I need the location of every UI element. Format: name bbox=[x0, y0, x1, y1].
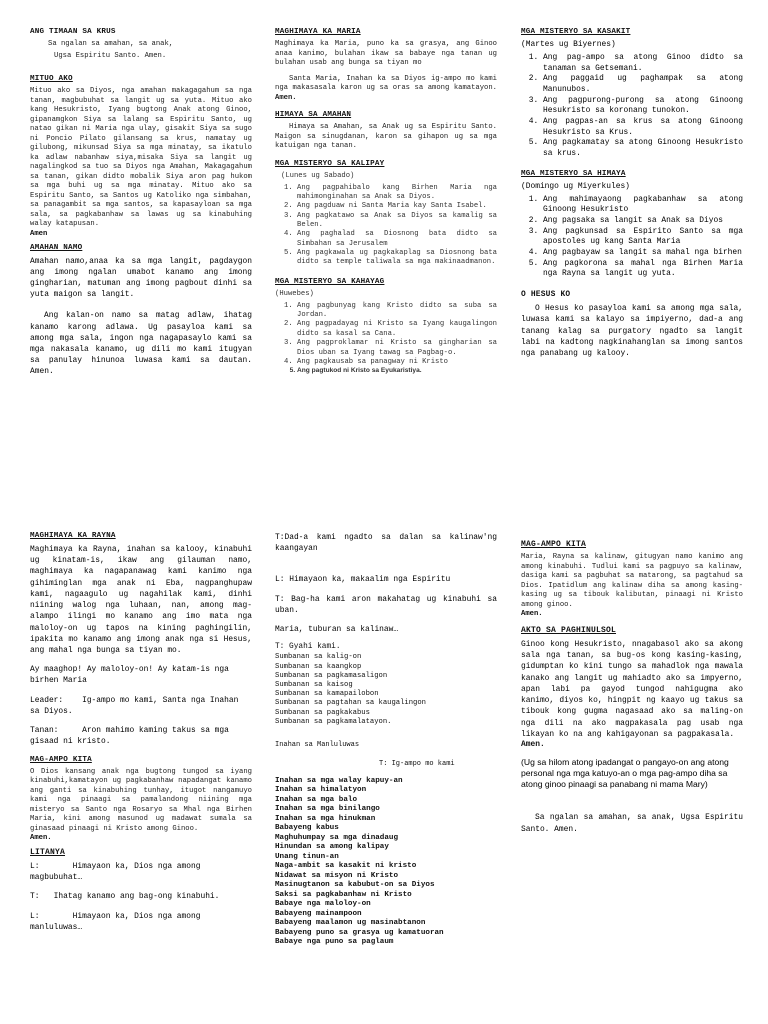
magampo2-title: MAG-AMPO KITA bbox=[521, 540, 587, 549]
tanan-text: Tanan: Aron mahimo kaming takus sa mga gisaad ni kristo. bbox=[30, 726, 234, 747]
rayna-text: Maghimaya ka Rayna, inahan sa kalooy, kinabuhi ug kinatam-is, ikaw ang gilauman namo, maghimaya ka nagapanawag kami kanimo nga gihiminglan mga anak ni Eba, nagpanghupaw kami, nagaagulo ug nagahilak kami, dinhi niining walog nga luhaan, nan, among mag-alampo ilingi mo kanamo ang imo mata nga maloloy-on ug tapos na kining paghingilin, ipakita mo kanamo ang imong anak nga si Hesus, ang mahal nga bunga sa tiyan mo. bbox=[30, 545, 252, 655]
amahan-p1: Amahan namo,anaa ka sa mga langit, pagdaygon ang imong ngalan umabot kanamo ang imong gingharian, matuman ang imong pagbout dinhi sa yuta maigon sa langit. bbox=[30, 256, 252, 300]
litanya-t1: T: Ihatag kanamo ang bag-ong kinabuhi. bbox=[30, 892, 220, 902]
page2-col2 bbox=[275, 532, 497, 948]
litany-line: T: Bag-ha kami aron makahatag ug kinabuhi sa uban. bbox=[275, 594, 497, 615]
list-item: Masinugtanon sa kabubut-on sa Diyos bbox=[275, 881, 435, 890]
list-item: Babayeng puno sa grasya ug kamatuoran bbox=[275, 928, 444, 937]
list-item: Inahan sa mga hinukman bbox=[275, 814, 376, 823]
list-item: Hinundan sa among kalipay bbox=[275, 843, 389, 852]
silent-prayer-note: (Ug sa hilom atong ipadangat o pangayo-on ang atong personal nga mga katuyo-an o mga pag-ampo diha sa atong ginoo pinaagi sa panabang ni mama Mary) bbox=[521, 756, 729, 790]
list-item: 3. Ang pagpurong-purong sa atong Ginoong Hesukristo sa koronang tunokon. bbox=[543, 96, 743, 117]
closing-sign: Sa ngalan sa amahan, sa anak, Ugsa Espiritu Santo. Amen. bbox=[521, 813, 743, 834]
sign-of-cross-title: ANG TIMAAN SA KRUS bbox=[30, 28, 116, 36]
magampo2-text: Maria, Rayna sa kalinaw, gitugyan namo kanimo ang among kinabuhi. Tudlui kami sa pagpuyo sa kalinaw, dasiga kami sa pagbuhat sa matarong, sa pagtahud sa Dios. Ipatidlum ang kalinaw diha sa among kasing-kasing ug sa tibouk kalibutan, pinaagi ni Kristo among ginoo. bbox=[521, 553, 743, 609]
akto-amen: Amen. bbox=[521, 739, 545, 749]
leader-text: Leader: Ig-ampo mo kami, Santa nga Inahan sa Diyos. bbox=[30, 695, 244, 716]
list-item: Sumbanan sa kalig-on bbox=[275, 653, 362, 662]
list-item: 4. Ang pagkausab sa panagway ni Kristo bbox=[297, 358, 497, 367]
list-item: Babayeng kabus bbox=[275, 824, 339, 833]
maghimaya-p2: Santa Maria, Inahan ka sa Diyos ig-ampo mo kami nga makasasala karon ug sa oras sa among kamatayon. bbox=[275, 74, 497, 92]
litanya-l1: L: Himayaon ka, Dios nga among magbubuhat… bbox=[30, 862, 206, 883]
list-item: Sumbanan sa kamapailobon bbox=[275, 690, 379, 699]
litany-line: T: Gyahi kami. bbox=[275, 643, 341, 652]
mituo-title: MITUO AKO bbox=[30, 75, 73, 83]
list-item: Saksi sa pagkabanhaw ni Kristo bbox=[275, 890, 412, 899]
himaya-days: (Domingo ug Miyerkules) bbox=[521, 181, 630, 191]
ohesus-title: O HESUS KO bbox=[521, 290, 571, 300]
inahan-heading: Inahan sa Manluluwas bbox=[275, 741, 360, 750]
list-item: Sumbanan sa pagkakabus bbox=[275, 708, 370, 717]
list-item: Inahan sa mga walay kapuy-an bbox=[275, 776, 403, 785]
kasakit-title: MGA MISTERYO SA KASAKIT bbox=[521, 28, 631, 36]
ohesus-text: O Hesus ko pasayloa kami sa among mga sala, luwasa kami sa kalayo sa impiyerno, dad-a ang tanang kalag sa purgatory ngadto sa langit labi na kadtong nagkinahanglan sa imong santos nga panabang ug kalooy. bbox=[521, 304, 743, 358]
page1-col3 bbox=[521, 28, 743, 365]
list-item: 2. Ang paggaid ug paghampak sa atong Manunubos. bbox=[543, 74, 743, 95]
page1-col1 bbox=[30, 28, 252, 384]
kalipay-list bbox=[275, 184, 497, 268]
list-item: 1. Ang pagpahibalo kang Birhen Maria nga mahimonginahan sa Anak sa Diyos. bbox=[297, 184, 497, 203]
list-item: Babayeng mainampoon bbox=[275, 909, 362, 918]
page2-col3 bbox=[521, 540, 743, 841]
list-item: 2. Ang pagduaw ni Santa Maria kay Santa Isabel. bbox=[297, 202, 497, 211]
list-item: 3. Ang pagproklamar ni Kristo sa gingharian sa Dios uban sa Iyang tawag sa Pagbag-o. bbox=[297, 339, 497, 358]
list-item: Babayeng maalamon ug masinabtanon bbox=[275, 919, 426, 928]
mituo-amen: Amen bbox=[30, 229, 48, 238]
list-item: 2. Ang pagpadayag ni Kristo sa Iyang kaugalingon didto sa kasal sa Cana. bbox=[297, 320, 497, 339]
list-item: Inahan sa mga binilango bbox=[275, 805, 380, 814]
list-item: 3. Ang pagkatawo sa Anak sa Diyos sa kamalig sa Belen. bbox=[297, 212, 497, 231]
maghimaya-p1: Maghimaya ka Maria, puno ka sa grasya, ang Ginoo anaa kanimo, bulahan ikaw sa babaye nga tanan ug bulahan usab ang bunga sa tiyan mo bbox=[275, 40, 497, 67]
maghimaya-amen: Amen. bbox=[275, 93, 297, 102]
akto-title: AKTO SA PAGHINULSOL bbox=[521, 626, 617, 635]
akto-text: Ginoo kong Hesukristo, nnagabasol ako sa akong sala nga tanan, sa bug-os kong kasing-kasing, gidumptan ko kini tungo sa mahadlok nga mawala kanako ang langit ug mahiadto ako sa impyerno, apan labi pa gayod tungod nahigugma ako kanimo, diyos ko, hingpit ng kaayo ug takus sa tibouk kong gugma nagasaad ako sa maling-on nga dili na ako magpakasala pag usab nga likayan ko na ang kahigayonan sa pagpakasala. bbox=[521, 640, 743, 739]
list-item: Babaye nga puno sa paglaum bbox=[275, 938, 394, 947]
list-item: Inahan sa himalatyon bbox=[275, 786, 367, 795]
kasakit-list bbox=[521, 53, 743, 160]
list-item: 1. Ang pag-ampo sa atong Ginoo didto sa tanaman sa Getsemani. bbox=[543, 53, 743, 74]
list-item: 5. Ang pagtukod ni Kristo sa Eyukaristiya. bbox=[297, 367, 497, 376]
list-item: Unang tinun-an bbox=[275, 852, 339, 861]
list-item: Sumbanan sa pagkamalatayon. bbox=[275, 717, 392, 726]
list-item: Inahan sa mga balo bbox=[275, 795, 358, 804]
page1-col2 bbox=[275, 28, 497, 382]
amahan-title: AMAHAN NAMO bbox=[30, 243, 83, 252]
kalipay-days: (Lunes ug Sabado) bbox=[281, 171, 355, 180]
inahan-response: T: Ig-ampo mo kami bbox=[379, 759, 455, 768]
list-item: Sumbanan sa kaangkop bbox=[275, 662, 362, 671]
inahan-list bbox=[275, 777, 497, 948]
himaya-title: HIMAYA SA AMAHAN bbox=[275, 111, 352, 119]
kahayag-title: MGA MISTERYO SA KAHAYAG bbox=[275, 277, 385, 286]
list-item: Sumbanan sa pagkamasaligon bbox=[275, 671, 388, 680]
list-item: Sumbanan sa kaisog bbox=[275, 680, 353, 689]
kalipay-title: MGA MISTERYO SA KALIPAY bbox=[275, 159, 385, 168]
magampo-title: MAG-AMPO KITA bbox=[30, 755, 92, 764]
litanya-l2: L: Himayaon ka, Dios nga among manluluwas… bbox=[30, 911, 206, 932]
sign-line-1: Sa ngalan sa amahan, sa anak, bbox=[48, 40, 174, 48]
litany-line: Maria, tuburan sa kalinaw… bbox=[275, 625, 399, 635]
mituo-text: Mituo ako sa Diyos, nga amahan makagagahum sa nga tanan, magbubuhat sa langit ug sa yuta. Mituo ako kang Hesukristo, Iyang bugtong Anak atong Ginoo, gipanamgkon Siya sa lalang sa Espiritu Santo, ug natao gikan ni Maria nga ulay, gisakit Siya sa sugo ni Poncio Pilato gilansang sa krus, namatay ug gilubong, mikunsad Siya sa mga minatay, sa ikatulo ka adlaw nabanhaw siya,misaka Siya sa langit ug nagalingkod sa tuo sa Diyos nga Amahan, Makagagahum sa tanan, gikan didto mobalik Siya aron pag hukom sa mga buhi ug sa mga minatay. Mituo ako sa Espiritu Santo, sa Santos ug Katoliko nga simbahan, sa panagambit sa mga santos, sa kapasayloan sa mga sala, sa pagkabanhaw sa lawas ug sa kinabuhing walay katapusan. bbox=[30, 87, 252, 228]
himaya-text: Himaya sa Amahan, sa Anak ug sa Espiritu Santo. Maigon sa sinugdanan, karon sa gihapon ug sa mga katuigan nga tanan. bbox=[275, 123, 497, 150]
list-item: 4. Ang pagbayaw sa langit sa mahal nga birhen bbox=[543, 248, 743, 259]
list-item: 3. Ang pagkunsad sa Espirito Santo sa mga apostoles ug kang Santa Maria bbox=[543, 227, 743, 248]
list-item: 1. Ang pagbunyag kang Kristo didto sa suba sa Jordan. bbox=[297, 302, 497, 321]
kasakit-days: (Martes ug Biyernes) bbox=[521, 40, 616, 49]
litanya-title: LITANYA bbox=[30, 848, 66, 857]
litany-line: T:Dad-a kami ngadto sa dalan sa kalinaw'ng kaangayan bbox=[275, 533, 497, 554]
sumbanan-list bbox=[275, 653, 497, 727]
himaya-list bbox=[521, 195, 743, 280]
list-item: Nidawat sa misyon ni Kristo bbox=[275, 871, 399, 880]
list-item: 4. Ang paghalad sa Diosnong bata didto sa Simbahan sa Jerusalem bbox=[297, 230, 497, 249]
rayna-title: MAGHIMAYA KA RAYNA bbox=[30, 532, 116, 540]
list-item: 5. Ang pagkamatay sa atong Ginoong Hesukristo sa krus. bbox=[543, 138, 743, 159]
magampo-amen: Amen. bbox=[30, 834, 52, 842]
magampo2-amen: Amen. bbox=[521, 610, 543, 618]
list-item: 4. Ang pagpas-an sa krus sa atong Ginoong Hesukristo sa Krus. bbox=[543, 117, 743, 138]
list-item: Babaye nga maloloy-on bbox=[275, 900, 371, 909]
magampo-text: O Dios kansang anak nga bugtong tungod sa iyang kinabuhi,kamatayon ug pagkabanhaw napadangat kanamo ang ganti sa kinabuhing tunhay, itugot nangamuyo kami nga pinaagi sa pamalandong niining mga misteryo sa Santo nga Rosaryo sa Mhal nga Birhen Maria, kini among masunod ug madawat sumala sa ginasaad pinaagi ni Kristo among Ginoo. bbox=[30, 767, 252, 833]
list-item: 1. Ang mahimayaong pagkabanhaw sa atong Ginoong Hesukristo bbox=[543, 195, 743, 216]
page2-col1 bbox=[30, 532, 252, 939]
litany-line: L: Himayaon ka, makaalim nga Espiritu bbox=[275, 575, 451, 585]
list-item: Naga-ambit sa kasakit ni kristo bbox=[275, 862, 417, 871]
kahayag-list bbox=[275, 302, 497, 376]
list-item: 5. Ang pagkorona sa mahal nga Birhen Maria nga Rayna sa langit ug yuta. bbox=[543, 259, 743, 280]
ay-text: Ay maaghop! Ay maloloy-on! Ay katam-is nga birhen Maria bbox=[30, 665, 229, 686]
maghimaya-title: MAGHIMAYA KA MARIA bbox=[275, 28, 361, 36]
list-item: 2. Ang pagsaka sa langit sa Anak sa Diyos bbox=[543, 216, 743, 227]
himaya-mysteries-title: MGA MISTERYO SA HIMAYA bbox=[521, 169, 626, 178]
sign-line-2: Ugsa Espiritu Santo. Amen. bbox=[54, 51, 167, 60]
amahan-p2: Ang kalan-on namo sa matag adlaw, ihatag kanamo karong adlawa. Ug pasayloa kami sa among mga sala, ingon nga nagapasaylo kami sa mga nakasala kanamo, ug dili mo kami itugyan sa panulay hinunoa luwasa kami sa dautan. Amen. bbox=[30, 311, 252, 377]
list-item: Sumbanan sa pagtahan sa kaugalingon bbox=[275, 699, 426, 708]
kahayag-days: (Huwebes) bbox=[275, 289, 314, 298]
list-item: Maghuhumpay sa mga dinadaug bbox=[275, 833, 399, 842]
list-item: 5. Ang pagkawala ug pagkakaplag sa Diosnong bata didto sa temple taliwala sa mga makinaadmanon. bbox=[297, 249, 497, 268]
